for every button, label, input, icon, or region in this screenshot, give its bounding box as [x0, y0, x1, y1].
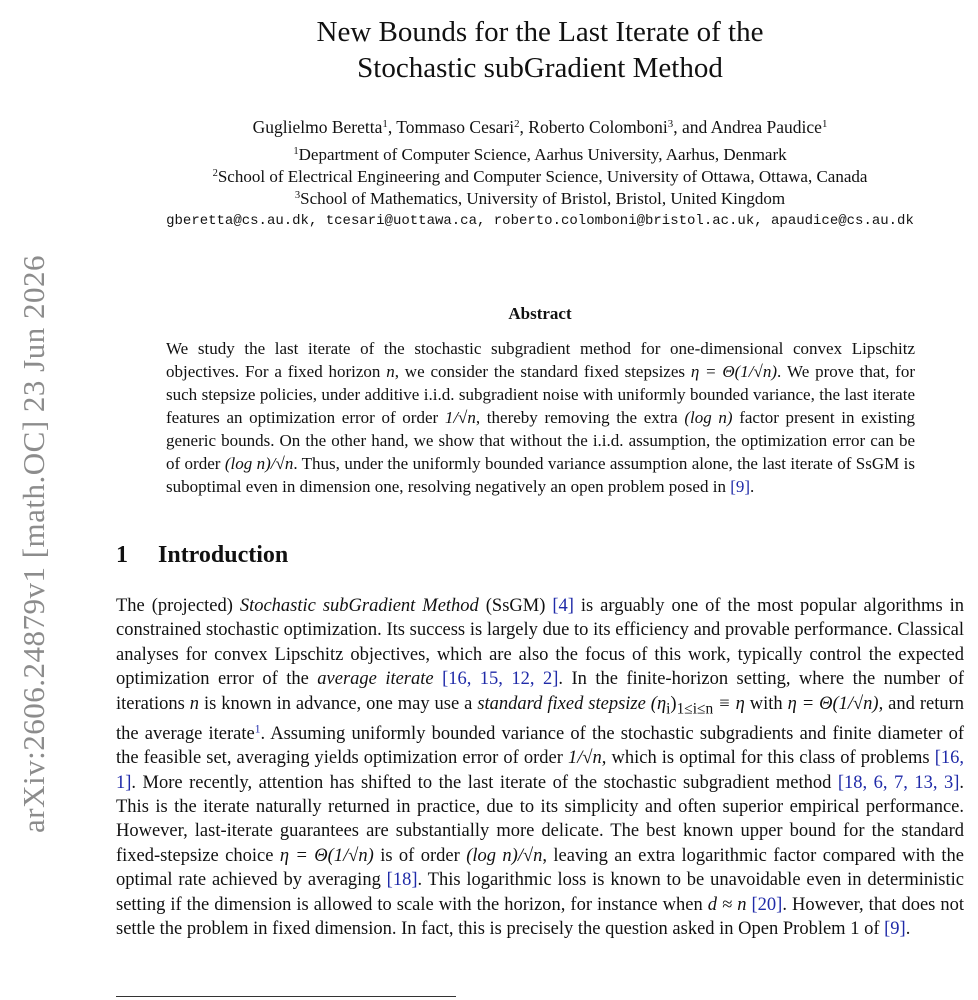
arxiv-side-stamp — [12, 194, 56, 894]
affiliation-1 — [116, 144, 964, 166]
intro-text: , and return the average iterate — [116, 693, 965, 744]
intro-text: , leaving an extra logarithmic factor compared with the optimal rate achieved by averaging — [116, 845, 964, 891]
author-affil-mark: 3 — [667, 118, 674, 131]
author-affil-mark: 1 — [382, 118, 388, 131]
citation-link[interactable]: [18, 6, 7, 13, 3] — [837, 772, 960, 793]
abstract-heading: Abstract — [508, 304, 572, 323]
intro-text: with — [744, 693, 788, 714]
intro-text: , which is optimal for this class of problems — [601, 748, 935, 769]
method-name: Stochastic subGradient Method — [239, 596, 479, 616]
affiliation-mark: 1 — [293, 146, 299, 158]
intro-text: . However, that does not settle the problem in fixed dimension. In fact, this is precisely the question asked in Open Problem 1 of — [116, 894, 965, 939]
emphasis-text: standard fixed stepsize — [477, 693, 646, 714]
abstract-text: , we consider the standard fixed stepsizes — [394, 362, 691, 381]
math-n: n — [189, 693, 200, 714]
emphasis-text: average iterate — [317, 669, 434, 690]
citation-link[interactable]: [18] — [386, 870, 418, 891]
math-subscript: 1≤i≤n — [676, 700, 714, 718]
author-name: Guglielmo Beretta — [252, 117, 383, 137]
author-affil-mark: 2 — [514, 118, 520, 131]
abstract-text: , thereby removing the extra — [475, 408, 685, 427]
footnote-rule — [116, 996, 456, 997]
author-separator: , and — [673, 117, 711, 137]
citation-link[interactable]: [4] — [552, 596, 574, 616]
author-name: Tommaso Cesari — [396, 117, 515, 137]
affiliation-text: Department of Computer Science, Aarhus University, Aarhus, Denmark — [298, 145, 787, 164]
math-equiv: ≡ η — [713, 693, 745, 714]
title-line-2: Stochastic subGradient Method — [357, 52, 723, 84]
citation-link[interactable]: [9] — [884, 918, 906, 939]
title-line-1: New Bounds for the Last Iterate of the — [316, 16, 764, 48]
intro-text: . Assuming uniformly bounded variance of the stochastic subgradients and finite diameter of the feasible set, averaging yields optimization error of order — [116, 723, 965, 769]
affiliation-mark: 3 — [294, 190, 301, 202]
intro-text: . In the finite-horizon setting, where the number of iterations — [116, 669, 965, 714]
section-title: Introduction — [158, 542, 289, 568]
affiliation-mark: 2 — [212, 168, 218, 180]
author-separator: , — [519, 117, 529, 137]
section-heading — [116, 542, 288, 569]
math-stepsize-seq: (η — [650, 693, 667, 714]
abstract-text: . We prove that, for such stepsize policies, under additive i.i.d. subgradient noise with uniformly bounded variance, the last iterate features an optimization error of order — [166, 362, 915, 427]
introduction-body — [116, 594, 964, 941]
abstract-text: We study the last iterate of the stochastic subgradient method for one-dimensional convex Lipschitz objectives. For a fixed horizon — [166, 339, 915, 381]
math-dimension: d ≈ n — [707, 894, 747, 915]
intro-text: is arguably one of the most popular algorithms in constrained stochastic optimization. Its success is largely due to its efficiency and provable performance. Classical analyses for convex Lipschitz objectives, which are also the focus of this work, typically control the expected optimization error of the — [116, 596, 964, 690]
author-affil-mark: 1 — [821, 118, 828, 131]
citation-link[interactable]: [9] — [730, 477, 751, 496]
author-separator: , — [387, 117, 397, 137]
affiliation-3 — [116, 188, 964, 210]
intro-text: . — [905, 918, 911, 939]
math-rate: (log n)/√n — [224, 454, 294, 473]
math-subscript: i — [666, 700, 671, 718]
math-rate: 1/√n — [568, 748, 602, 769]
math-rate: (log n)/√n — [466, 845, 543, 866]
affiliation-text: School of Mathematics, University of Bristol, Bristol, United Kingdom — [300, 189, 786, 208]
intro-text: is known in advance, one may use a — [199, 693, 478, 714]
citation-link[interactable]: [16, 15, 12, 2] — [442, 669, 559, 690]
intro-text: . This logarithmic loss is known to be unavoidable even in deterministic setting if the dimension is allowed to scale with the horizon, for instance when — [116, 870, 964, 915]
math-rate: 1/√n — [444, 408, 476, 427]
intro-text: (SsGM) — [478, 596, 553, 616]
affiliation-text: School of Electrical Engineering and Computer Science, University of Ottawa, Ottawa, Canada — [217, 167, 868, 186]
math-paren: ) — [670, 693, 677, 714]
abstract-text: factor present in existing generic bounds. On the other hand, we show that without the i.i.d. assumption, the optimization error can be of order — [166, 408, 916, 473]
abstract-body — [166, 337, 915, 498]
math-stepsize: η = Θ(1/√n) — [279, 845, 374, 866]
math-stepsize: η = Θ(1/√n) — [690, 362, 777, 381]
intro-text: is of order — [373, 845, 467, 866]
author-name: Andrea Paudice — [710, 117, 822, 137]
author-list — [116, 116, 964, 138]
abstract-text: . — [750, 477, 755, 496]
section-number: 1 — [116, 542, 128, 568]
paper-title — [116, 14, 964, 86]
author-name: Roberto Colomboni — [528, 117, 668, 137]
author-emails: gberetta@cs.au.dk, tcesari@uottawa.ca, roberto.colomboni@bristol.ac.uk, apaudice@cs.au.dk — [166, 213, 914, 229]
affiliation-list — [116, 144, 964, 210]
arxiv-identifier: arXiv:2606.24879v1 [math.OC] 23 Jun 2026 — [16, 255, 51, 833]
footnote-link[interactable]: 1 — [254, 723, 261, 736]
affiliation-2 — [116, 166, 964, 188]
citation-link[interactable]: [20] — [751, 894, 783, 915]
intro-text: The (projected) — [116, 596, 240, 616]
math-log-factor: (log n) — [684, 408, 733, 427]
citation-link[interactable]: [16, 1] — [116, 748, 964, 793]
math-n: n — [386, 362, 395, 381]
intro-text: . This is the iterate naturally returned in practice, due to its simplicity and often superior empirical performance. However, last-iterate guarantees are substantially more delicate. The best known upper bound for the standard fixed-stepsize choice — [116, 772, 964, 866]
intro-text: . More recently, attention has shifted to the last iterate of the stochastic subgradient method — [131, 772, 838, 793]
abstract-text: . Thus, under the uniformly bounded variance assumption alone, the last iterate of SsGM is suboptimal even in dimension one, resolving negatively an open problem posed in — [166, 454, 915, 496]
math-stepsize: η = Θ(1/√n) — [787, 693, 879, 714]
